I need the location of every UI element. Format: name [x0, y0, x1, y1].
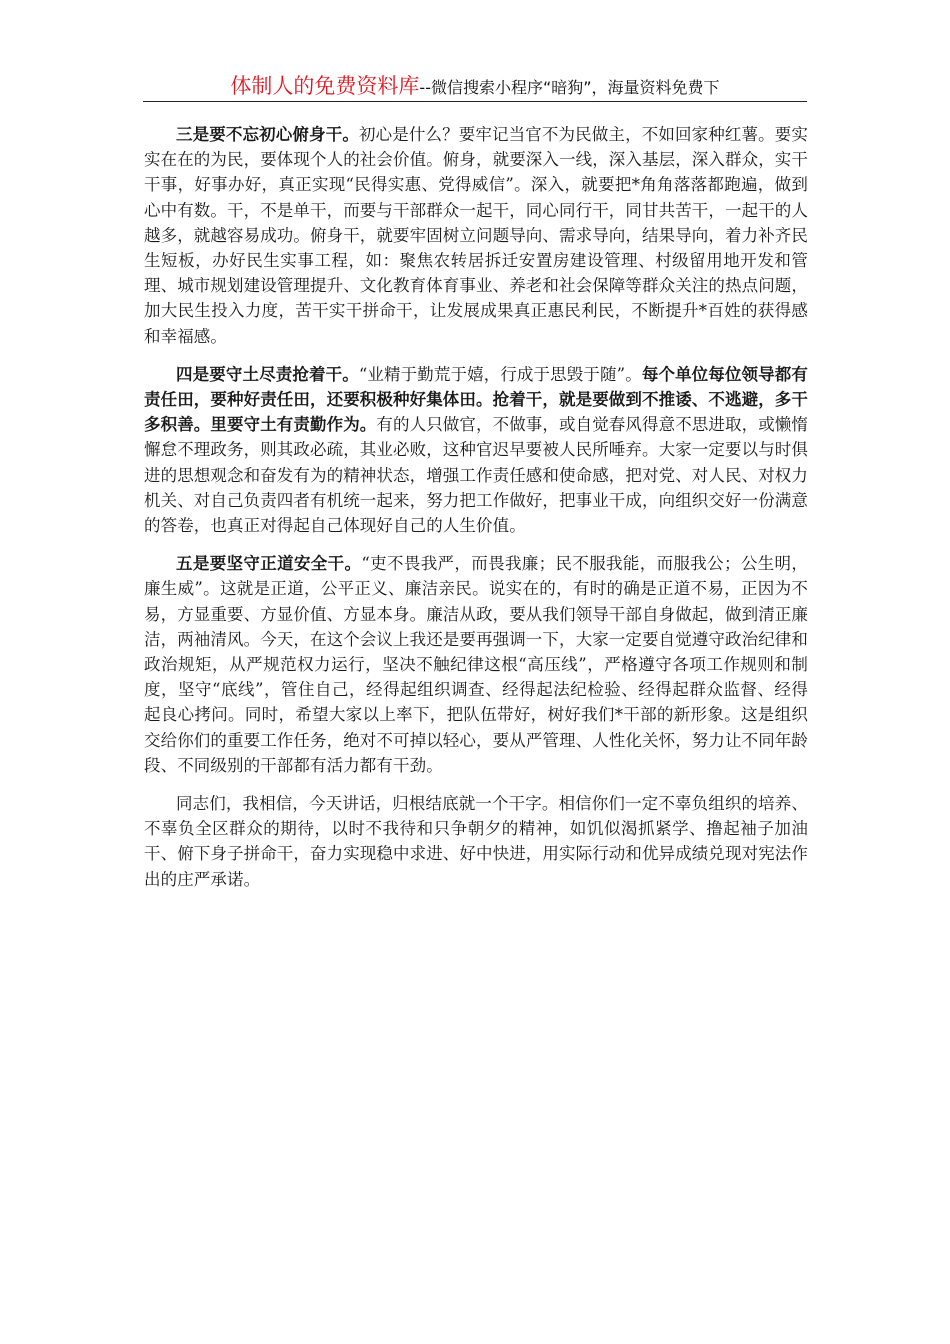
header-tagline: --微信搜索小程序“暗狗”，海量资料免费下	[419, 78, 720, 97]
document-body	[144, 122, 808, 905]
paragraph-4-lead: 四是要守土尽责抢着干。	[176, 364, 359, 384]
paragraph-5	[144, 551, 808, 778]
paragraph-5-lead: 五是要坚守正道安全干。	[176, 554, 362, 574]
paragraph-4-quote: “业精于勤荒于嬉，行成于思毁于随”。	[358, 364, 642, 384]
paragraph-3	[144, 122, 808, 349]
page-header	[143, 70, 807, 102]
paragraph-5-body: “吏不畏我严，而畏我廉；民不服我能，而服我公；公生明，廉生威”。这就是正道，公平正义、廉洁亲民。说实在的，有时的确是正道不易，正因为不易，方显重要、方显价值、方显本身。廉洁从政，要从我们领导干部自身做起，做到清正廉洁，两袖清风。今天，在这个会议上我还是要再强调一下，大家一定要自觉遵守政治纪律和政治规矩，从严规范权力运行，坚决不触纪律这根“高压线”，严格遵守各项工作规则和制度，坚守“底线”，管住自己，经得起组织调查、经得起法纪检验、经得起群众监督、经得起良心拷问。同时，希望大家以上率下，把队伍带好，树好我们*干部的新形象。这是组织交给你们的重要工作任务，绝对不可掉以轻心，要从严管理、人性化关怀，努力让不同年龄段、不同级别的干部都有活力都有干劲。	[144, 554, 808, 775]
header-brand: 体制人的免费资料库	[230, 74, 420, 98]
paragraph-3-body: 初心是什么？要牢记当官不为民做主，不如回家种红薯。要实实在在的为民，要体现个人的社会价值。俯身，就要深入一线，深入基层，深入群众，实干干事，好事办好，真正实现“民得实惠、党得威信”。深入，就要把*角角落落都跑遍，做到心中有数。干，不是单干，而要与干部群众一起干，同心同行干，同甘共苦干，一起干的人越多，就越容易成功。俯身干，就要牢固树立问题导向、需求导向，结果导向，着力补齐民生短板，办好民生实事工程，如：聚焦农转居拆迁安置房建设管理、村级留用地开发和管理、城市规划建设管理提升、文化教育体育事业、养老和社会保障等群众关注的热点问题，加大民生投入力度，苦干实干拼命干，让发展成果真正惠民利民，不断提升*百姓的获得感和幸福感。	[144, 125, 808, 346]
paragraph-4-body: 有的人只做官，不做事，或自觉春风得意不思进取，或懒惰懈怠不理政务，则其政必疏，其业必败，这种官迟早要被人民所唾弃。大家一定要以与时俱进的思想观念和奋发有为的精神状态，增强工作责任感和使命感，把对党、对人民、对权力机关、对自己负责四者有机统一起来，努力把工作做好，把事业干成，向组织交好一份满意的答卷，也真正对得起自己体现好自己的人生价值。	[144, 415, 809, 536]
paragraph-3-lead: 三是要不忘初心俯身干。	[176, 125, 359, 144]
paragraph-closing-body: 同志们，我相信，今天讲话，归根结底就一个干字。相信你们一定不辜负组织的培养、不辜负全区群众的期待，以时不我待和只争朝夕的精神，如饥似渴抓紧学、撸起袖子加油干、俯下身子拼命干，奋力实现稳中求进、好中快进，用实际行动和优异成绩兑现对宪法作出的庄严承诺。	[144, 794, 808, 889]
paragraph-closing	[144, 791, 808, 892]
paragraph-4-bold-statement: 每个单位每位领导都有责任田，要种好责任田，还要积极种好集体田。抢着干，就是要做到不推诿、不逃避，多干多积善。里要守土有责勤作为。	[144, 364, 808, 435]
paragraph-4	[144, 362, 808, 538]
